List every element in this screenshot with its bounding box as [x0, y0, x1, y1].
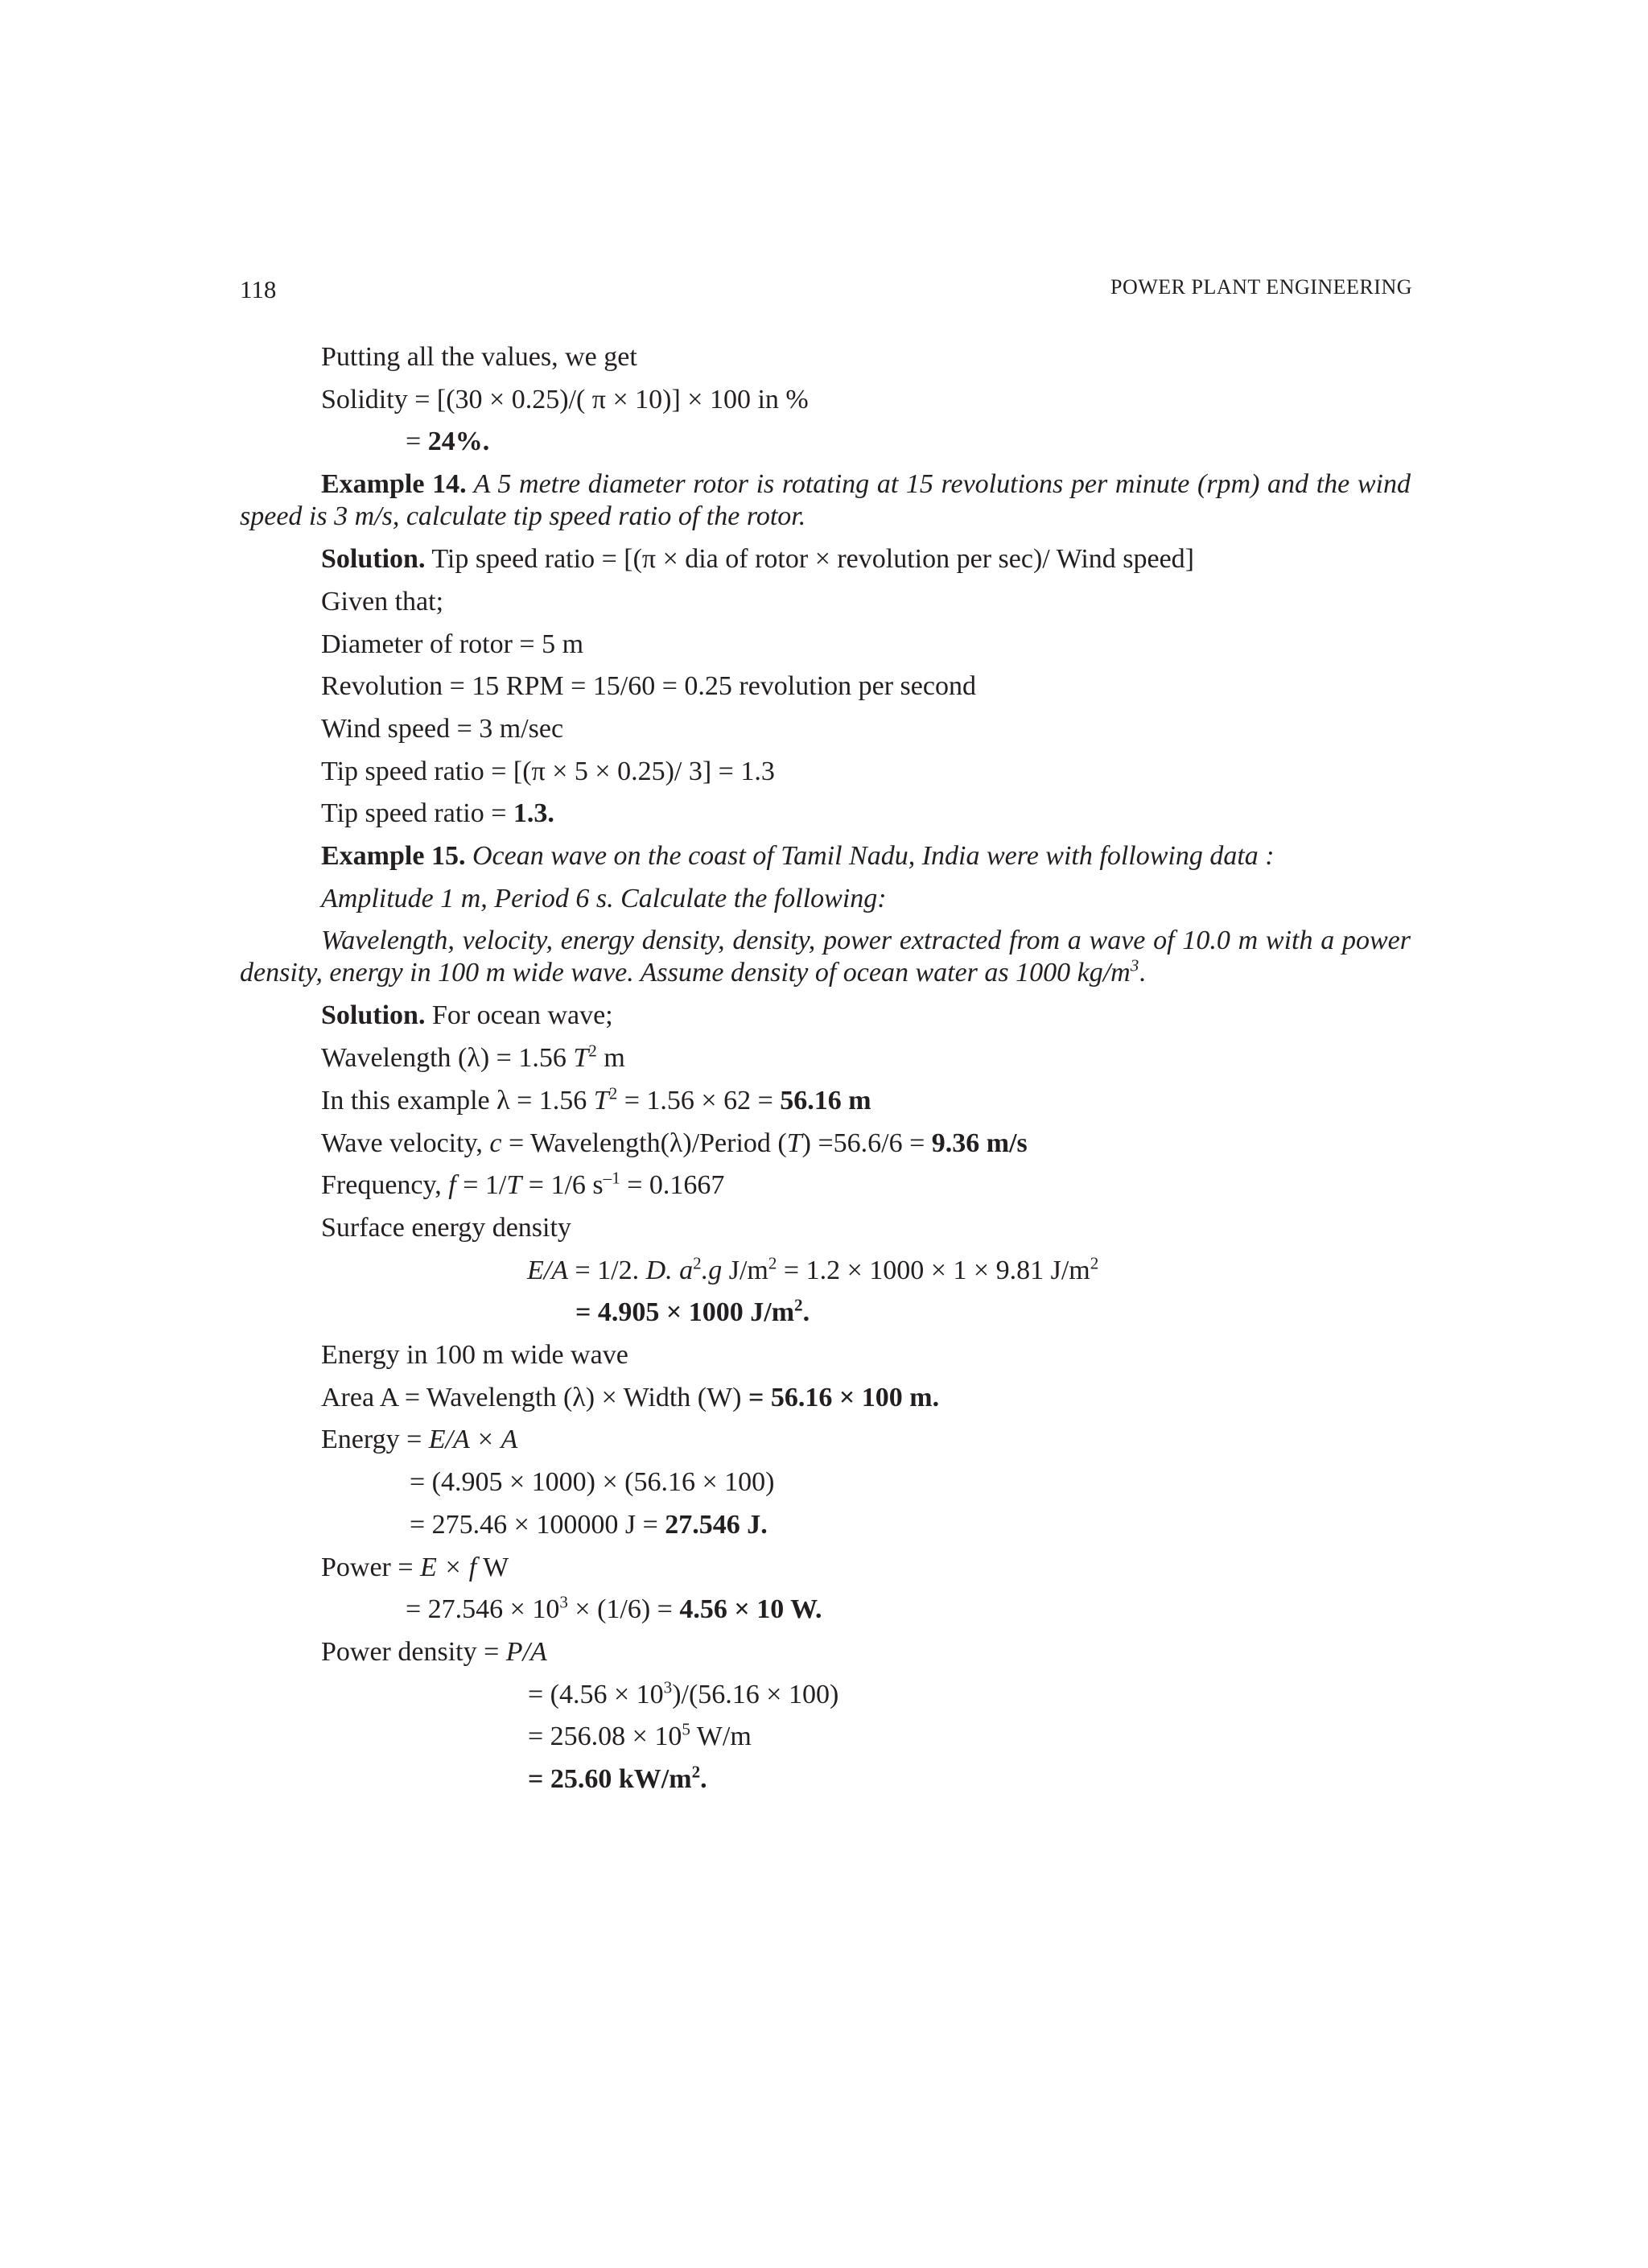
text-line: Amplitude 1 m, Period 6 s. Calculate the following: [321, 883, 887, 913]
equation-line: Area A = Wavelength (λ) × Width (W) = 56.16 × 100 m. [321, 1382, 940, 1412]
example-15-paragraph: Wavelength, velocity, energy density, density, power extracted from a wave of 10.0 m with a power density, energy in 100 m wide wave. Assume density of ocean water as 1000 $kg/m^3$. [240, 926, 1411, 988]
solution-label: Solution. [321, 1000, 426, 1031]
solution-line: Solution. Tip speed ratio = [(π × dia of rotor × revolution per sec)/ Wind speed] [321, 544, 1195, 575]
example-label: Example 15. [321, 841, 466, 872]
equation-line: = $(4.56 \times 10^3)/(56.16 \times 100)$ [528, 1677, 839, 1709]
equation-line: Power = E × f W [321, 1552, 509, 1582]
page-number: 118 [240, 275, 277, 303]
solution-label: Solution. [321, 544, 426, 575]
text-line: Energy in 100 m wide wave [321, 1340, 628, 1371]
equation-line: = 275.46 × 100000 J = 27.546 J. [410, 1509, 768, 1540]
equation-line: = (4.905 × 1000) × (56.16 × 100) [410, 1467, 775, 1498]
equation-line: = $27.546 \times 10^3 \times (1/6) = 4.56 \times 10$ W. [406, 1592, 822, 1625]
equation-line: = $256.08 \times 10^5$ W/m [528, 1719, 752, 1752]
equation-line: Frequency, f = 1/T = 1/6 $s^{-1} = 0.1667$ [321, 1168, 725, 1201]
example-14-statement: Example 14. A 5 metre diameter rotor is rotating at 15 revolutions per minute (rpm) and the wind speed is 3 m/s, calculate tip speed ratio of the rotor. [240, 469, 1411, 532]
page-body [240, 336, 1411, 1801]
running-head: POWER PLANT ENGINEERING [1110, 275, 1412, 299]
text-line: Putting all the values, we get [321, 342, 637, 372]
text-line: Surface energy density [321, 1212, 571, 1243]
solution-line: Solution. For ocean wave; [321, 1000, 613, 1031]
equation-line: Power density = P/A [321, 1636, 547, 1667]
text-line: Tip speed ratio = 1.3. [321, 798, 554, 829]
text-line: Diameter of rotor = 5 m [321, 629, 584, 659]
text-line: Revolution = 15 RPM = 15/60 = 0.25 revolution per second [321, 671, 976, 702]
text-line: Tip speed ratio = [(π × 5 × 0.25)/ 3] = 1.3 [321, 756, 775, 786]
equation-result: = 25.60 $kW/m^2$. [528, 1762, 707, 1795]
equation-line: E/A = 1/2. D. $a^2.g$ $J/m^2 = 1.2 \times 1000 \times 1 \times 9.81$ $J/m^2$ [527, 1253, 1099, 1285]
equation-line: In this example λ = 1.56 $T^2 = 1.56 \times 62 = 56.16$ m [321, 1083, 871, 1115]
equation-line: Wave velocity, c = Wavelength(λ)/Period (T) =56.6/6 = 9.36 m/s [321, 1128, 1028, 1158]
solidity-equation: Solidity = [(30 × 0.25)/( π × 10)] × 100 in % [321, 384, 809, 414]
text-line: Given that; [321, 586, 444, 616]
solidity-result: = 24%. [406, 427, 490, 457]
example-15-statement: Example 15. Ocean wave on the coast of Tamil Nadu, India were with following data : [321, 841, 1275, 872]
example-label: Example 14. [321, 469, 467, 500]
equation-line: Wavelength (λ) = 1.56 $T^2$ m [321, 1041, 625, 1074]
equation-result: = 4.905 × 1000 $J/m^2$. [575, 1295, 810, 1328]
text-line: Wind speed = 3 m/sec [321, 713, 564, 744]
equation-line: Energy = E/A × A [321, 1425, 518, 1455]
